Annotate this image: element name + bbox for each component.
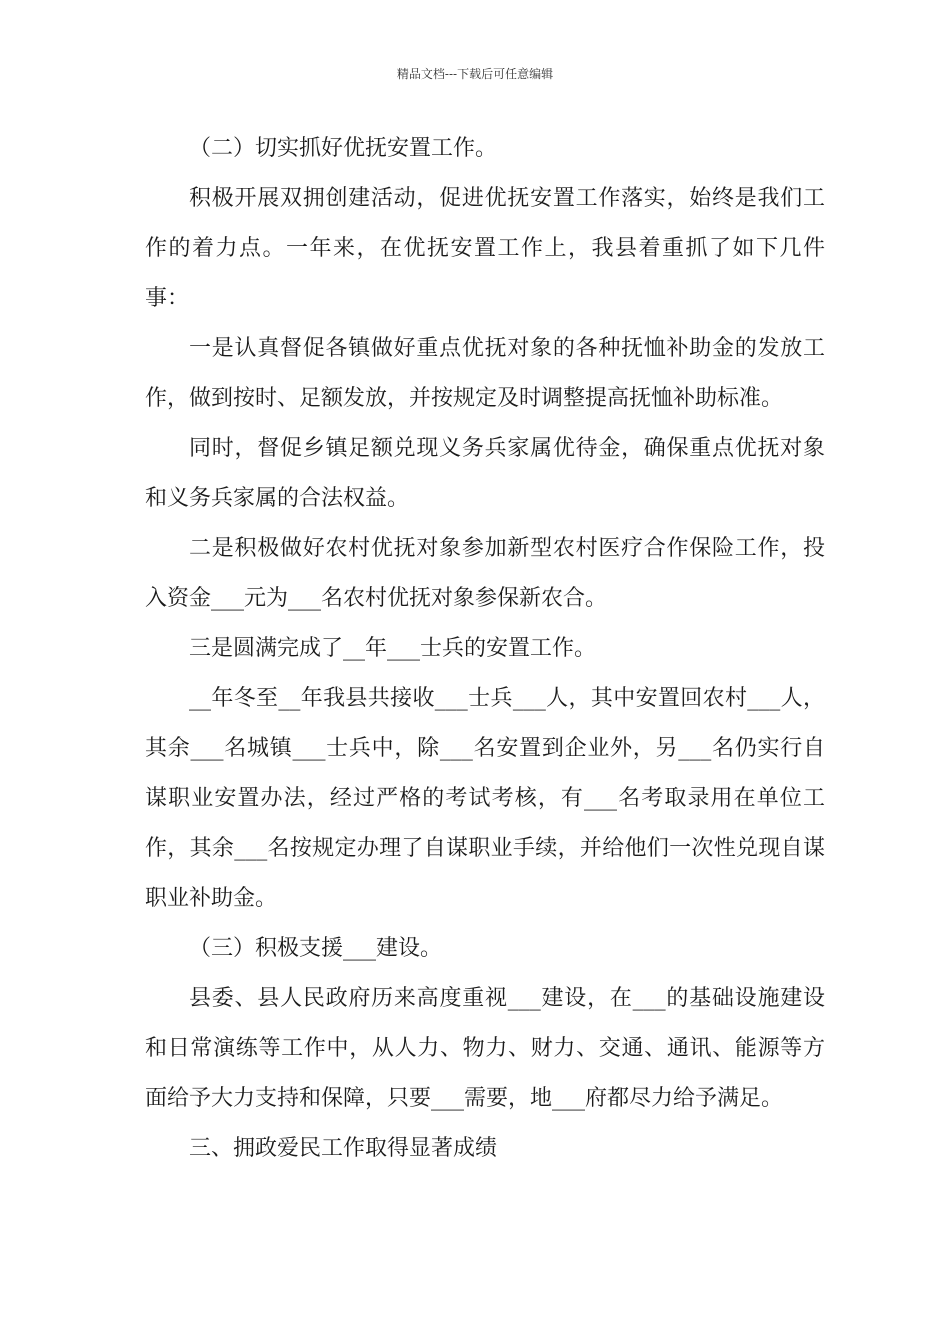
- body-paragraph: 县委、县人民政府历来高度重视___建设，在___的基础设施建设和日常演练等工作中，从人力、物力、财力、交通、通讯、能源等方面给予大力支持和保障，只要___需要，地___府都尽力给予满足。: [145, 986, 825, 1111]
- page-header: 精品文档---下载后可任意编辑: [396, 67, 554, 81]
- body-paragraph: 二是积极做好农村优抚对象参加新型农村医疗合作保险工作，投入资金___元为___名农村优抚对象参保新农合。: [145, 536, 825, 611]
- body-paragraph: 三是圆满完成了__年___士兵的安置工作。: [189, 636, 597, 661]
- section-heading-3: （三）积极支援___建设。: [189, 936, 443, 961]
- document-body: [145, 124, 825, 1174]
- section-heading-2: （二）切实抓好优抚安置工作。: [189, 136, 498, 161]
- body-paragraph: 一是认真督促各镇做好重点优抚对象的各种抚恤补助金的发放工作，做到按时、足额发放，并按规定及时调整提高抚恤补助标准。: [145, 336, 825, 411]
- chapter-heading-3: 三、拥政爱民工作取得显著成绩: [189, 1136, 498, 1161]
- body-paragraph: 同时，督促乡镇足额兑现义务兵家属优待金，确保重点优抚对象和义务兵家属的合法权益。: [145, 436, 825, 511]
- body-paragraph: __年冬至__年我县共接收___士兵___人，其中安置回农村___人，其余___名城镇___士兵中，除___名安置到企业外，另___名仍实行自谋职业安置办法，经过严格的考试考核，有___名考取录用在单位工作，其余___名按规定办理了自谋职业手续，并给他们一次性兑现自谋职业补助金。: [145, 686, 825, 911]
- body-paragraph: 积极开展双拥创建活动，促进优抚安置工作落实，始终是我们工作的着力点。一年来，在优抚安置工作上，我县着重抓了如下几件事：: [145, 186, 825, 311]
